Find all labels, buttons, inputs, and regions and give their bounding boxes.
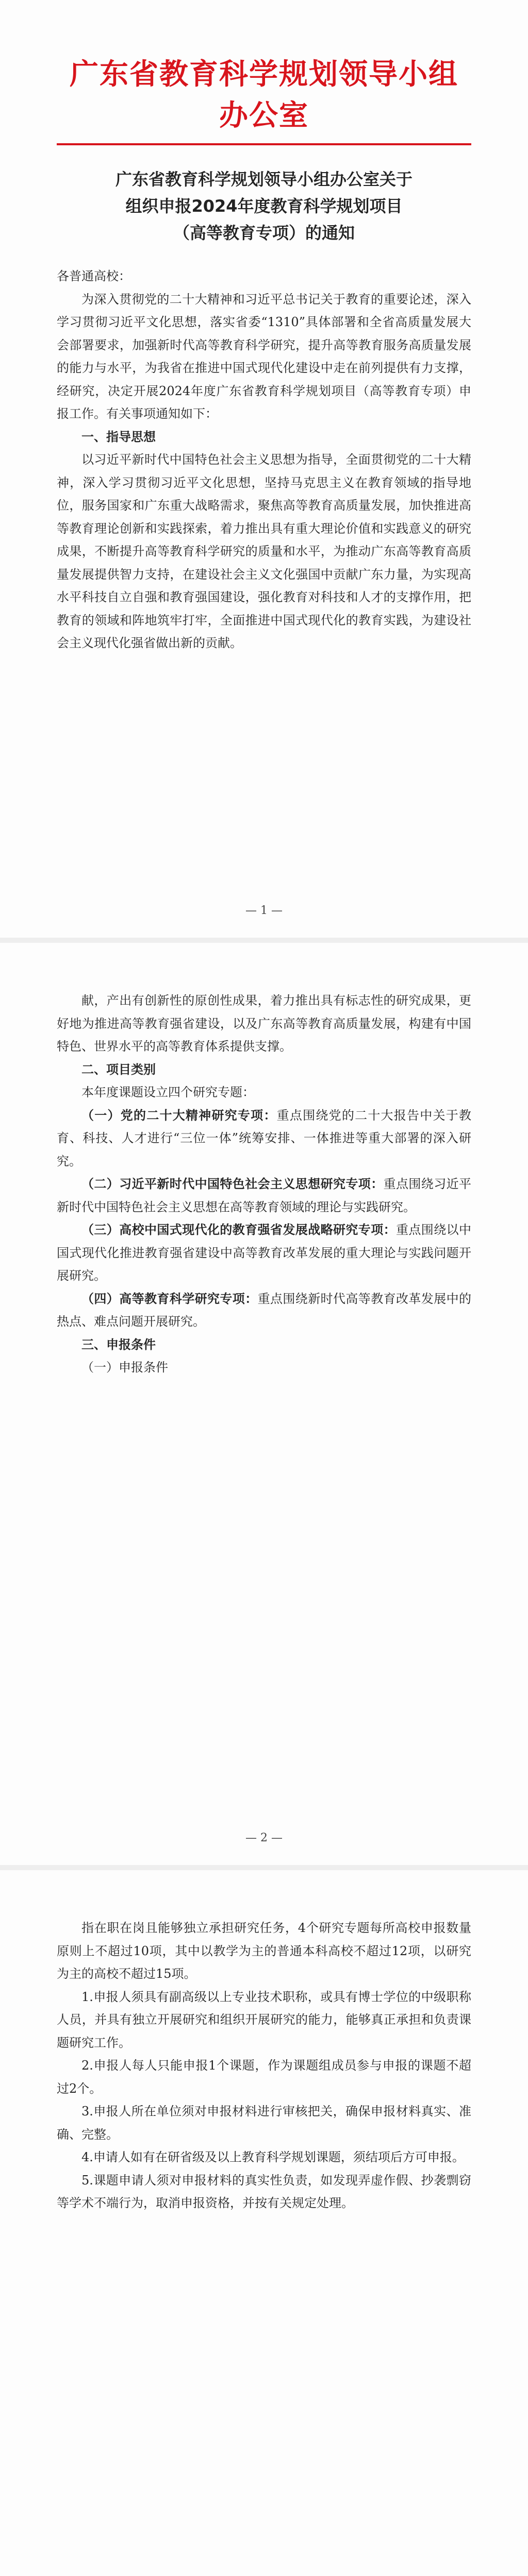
section-heading: 三、申报条件 [81,1337,156,1352]
document-page-3 [0,1870,528,2576]
section-heading: 二、项目类别 [81,1062,156,1077]
document-page-2 [0,943,528,1865]
body-paragraph: 本年度课题设立四个研究专题： [81,1085,255,1099]
page-number: — 2 — [245,1832,283,1844]
topic-item: （二）习近平新时代中国特色社会主义思想研究专项：重点围绕习近平新时代中国特色社会主义思想在高等教育领域的理论与实践研究。 [57,1176,472,1214]
topic-item: （一）党的二十大精神研究专项：重点围绕党的二十大报告中关于教育、科技、人才进行“三位一体”统筹安排、一体推进等重大部署的深入研究。 [57,1107,472,1168]
body-paragraph: 指在职在岗且能够独立承担研究任务，4个研究专题每所高校申报数量原则上不超过10项，其中以教学为主的普通本科高校不超过12项，以研究为主的高校不超过15项。 [57,1921,471,1981]
list-item: 3.申报人所在单位须对申报材料进行审核把关，确保申报材料真实、准确、完整。 [57,2104,471,2142]
list-item: 1.申报人须具有副高级以上专业技术职称，或具有博士学位的中级职称人员，并具有独立开展研究和组织开展研究的能力，能够真正承担和负责课题研究工作。 [57,1989,471,2050]
body-paragraph: （一）申报条件 [81,1360,168,1375]
list-item: 4.申请人如有在研省级及以上教育科学规划课题，须结项后方可申报。 [81,2150,465,2164]
document-page-1 [0,0,528,938]
red-header: 广东省教育科学规划领导小组办公室 [70,57,458,132]
page-number: — 1 — [245,904,283,917]
red-divider [57,143,471,145]
topic-item: （三）高校中国式现代化的教育强省发展战略研究专项：重点围绕以中国式现代化推进教育强省建设中高等教育改革发展的重大理论与实践问题开展研究。 [57,1222,471,1283]
document-title: 广东省教育科学规划领导小组办公室关于 组织申报2024年度教育科学规划项目 （高等教育专项）的通知 [115,170,412,243]
topic-item: （四）高等教育科学研究专项：重点围绕新时代高等教育改革发展中的热点、难点问题开展研究。 [57,1291,472,1329]
body-paragraph: 以习近平新时代中国特色社会主义思想为指导，全面贯彻党的二十大精神，深入学习贯彻习近平文化思想，坚持马克思主义在教育领域的指导地位，服务国家和广东重大战略需求，聚焦高等教育高质量发展，加快推进高等教育理论创新和实践探索，着力推出具有重大理论价值和实践意义的研究成果，不断提升高等教育科学研究的质量和水平，为推动广东高等教育高质量发展提供智力支持，在建设社会主义文化强国中贡献广东力量，为实现高水平科技自立自强和教育强国建设，强化教育对科技和人才的支撑作用，把教育的领域和阵地筑牢打牢，全面推进中国式现代化的教育实践，为建设社会主义现代化强省做出新的贡献。 [57,452,471,650]
salutation: 各普通高校： [57,269,131,283]
list-item: 2.申报人每人只能申报1个课题，作为课题组成员参与申报的课题不超过2个。 [57,2058,471,2096]
section-heading: 一、指导思想 [81,429,156,444]
body-paragraph: 献，产出有创新性的原创性成果，着力推出具有标志性的研究成果，更好地为推进高等教育强省建设，以及广东高等教育高质量发展，构建有中国特色、世界水平的高等教育体系提供支撑。 [57,993,471,1054]
list-item: 5.课题申请人须对申报材料的真实性负责，如发现弄虚作假、抄袭剽窃等学术不端行为，取消申报资格，并按有关规定处理。 [57,2173,471,2210]
intro-paragraph: 为深入贯彻党的二十大精神和习近平总书记关于教育的重要论述，深入学习贯彻习近平文化思想，落实省委“1310”具体部署和全省高质量发展大会部署要求，加强新时代高等教育科学研究，提升高等教育服务高质量发展的能力与水平，为我省在推进中国式现代化建设中走在前列提供有力支撑，经研究，决定开展2024年度广东省教育科学规划项目（高等教育专项）申报工作。有关事项通知如下： [57,292,471,421]
